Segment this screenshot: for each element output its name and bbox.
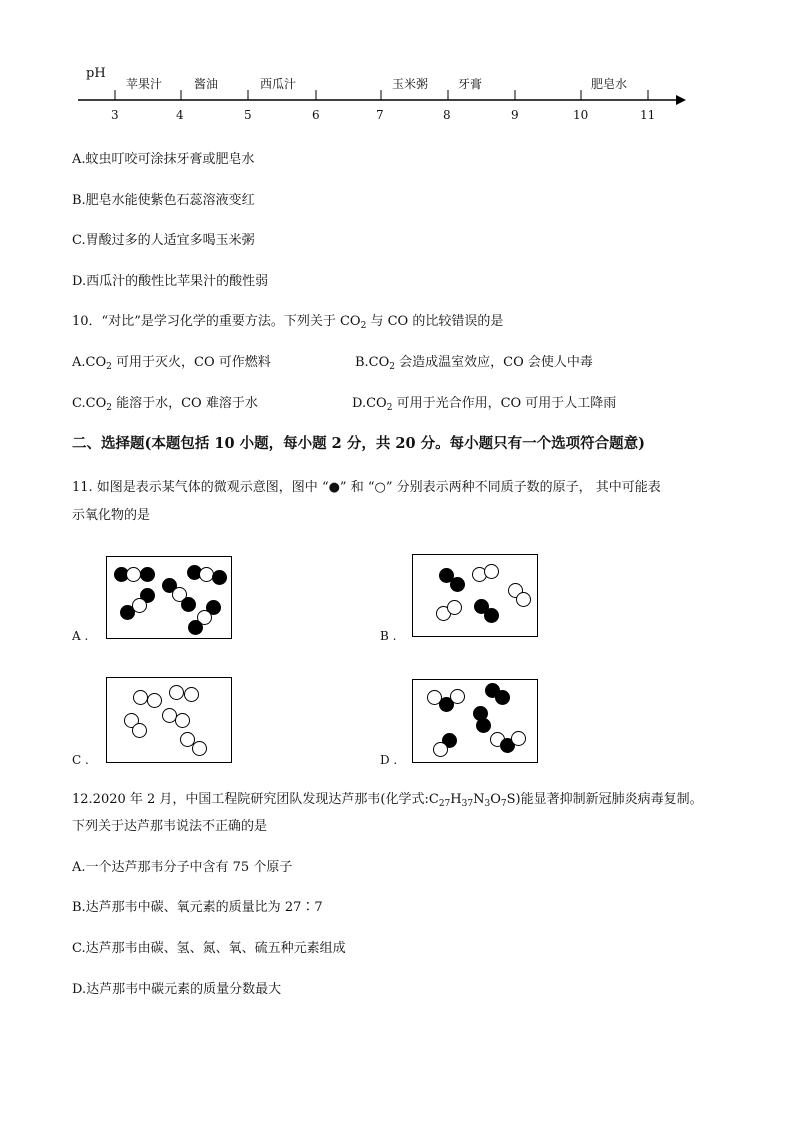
q12-stem-line2: 下列关于达芦那韦说法不正确的是 xyxy=(72,819,268,834)
ph-tick-4: 4 xyxy=(176,108,184,122)
ph-item-toothpaste: 牙膏 xyxy=(458,77,483,91)
ph-item-soapy-water: 肥皂水 xyxy=(591,77,628,91)
white-atom xyxy=(132,598,147,613)
q11-label-a: A . xyxy=(72,629,89,643)
q11-stem-line2: 示氧化物的是 xyxy=(72,508,151,523)
ph-tick-11: 11 xyxy=(640,108,656,122)
ph-axis-label: pH xyxy=(86,66,106,81)
white-atom xyxy=(450,689,465,704)
white-atom xyxy=(484,564,499,579)
ph-tick-9: 9 xyxy=(511,108,519,122)
ph-item-watermelon-juice: 西瓜汁 xyxy=(260,77,297,91)
white-atom xyxy=(184,687,199,702)
black-atom xyxy=(140,567,155,582)
q12-stem-line1: 12.2020 年 2 月，中国工程院研究团队发现达芦那韦(化学式$:C_{27}H_{37}N_3O_7S$)能显著抑制新冠肺炎病毒复制。 xyxy=(72,792,703,809)
black-atom xyxy=(188,620,203,635)
black-atom xyxy=(212,570,227,585)
black-atom xyxy=(181,597,196,612)
q10-stem: 10．“对比”是学习化学的重要方法。下列关于 $CO_2$ 与 CO 的比较错误的是 xyxy=(72,314,504,331)
white-atom xyxy=(133,690,148,705)
black-atom xyxy=(484,608,499,623)
ph-item-soy-sauce: 酱油 xyxy=(194,77,219,91)
white-atom xyxy=(147,693,162,708)
q10-option-b: $B.CO_2$ 会造成温室效应，CO 会使人中毒 xyxy=(355,355,593,372)
q11-label-d: D . xyxy=(380,753,398,767)
section-heading: 二、选择题(本题包括 10 小题，每小题 2 分，共 20 分。每小题只有一个选项符合题意) xyxy=(72,435,645,452)
q11-diagram-c xyxy=(106,677,232,763)
q9-option-a: A.蚊虫叮咬可涂抹牙膏或肥皂水 xyxy=(72,152,255,167)
ph-scale-axis xyxy=(70,60,700,130)
q10-option-a: $A.CO_2$ 可用于灭火，CO 可作燃料 xyxy=(72,355,271,372)
q9-option-d: D.西瓜汁的酸性比苹果汁的酸性弱 xyxy=(72,274,269,289)
q12-option-b: B.达芦那韦中碳、氧元素的质量比为 27∶7 xyxy=(72,900,323,915)
ph-tick-6: 6 xyxy=(312,108,320,122)
q9-option-c: C.胃酸过多的人适宜多喝玉米粥 xyxy=(72,233,255,248)
q11-label-c: C . xyxy=(72,753,89,767)
white-atom xyxy=(511,731,526,746)
q11-stem-line1: 11. 如图是表示某气体的微观示意图，图中 “●” 和 “○” 分别表示两种不同质子数的原子， 其中可能表 xyxy=(72,480,661,495)
q11-diagram-d xyxy=(412,679,538,763)
white-atom xyxy=(126,567,141,582)
q12-option-c: C.达芦那韦由碳、氢、氮、氧、硫五种元素组成 xyxy=(72,941,346,956)
ph-tick-10: 10 xyxy=(573,108,589,122)
white-atom xyxy=(175,713,190,728)
q11-diagram-b xyxy=(412,554,538,637)
ph-tick-3: 3 xyxy=(111,108,119,122)
q11-diagram-a xyxy=(106,556,232,639)
q11-label-b: B . xyxy=(380,629,397,643)
q10-option-d: $D.CO_2$ 可用于光合作用，CO 可用于人工降雨 xyxy=(352,396,617,413)
q9-option-b: B.肥皂水能使紫色石蕊溶液变红 xyxy=(72,193,255,208)
ph-item-corn-porridge: 玉米粥 xyxy=(392,77,429,91)
white-atom xyxy=(516,592,531,607)
q10-option-c: $C.CO_2$ 能溶于水，CO 难溶于水 xyxy=(72,396,258,413)
ph-tick-8: 8 xyxy=(443,108,451,122)
white-atom xyxy=(433,742,448,757)
white-atom xyxy=(132,723,147,738)
q12-option-d: D.达芦那韦中碳元素的质量分数最大 xyxy=(72,982,282,997)
ph-item-apple-juice: 苹果汁 xyxy=(126,77,163,91)
white-atom xyxy=(447,600,462,615)
ph-tick-7: 7 xyxy=(376,108,384,122)
ph-tick-5: 5 xyxy=(244,108,252,122)
ph-scale-figure xyxy=(70,60,700,130)
white-atom xyxy=(169,685,184,700)
q12-option-a: A.一个达芦那韦分子中含有 75 个原子 xyxy=(72,860,293,875)
black-atom xyxy=(495,690,510,705)
black-atom xyxy=(476,718,491,733)
white-atom xyxy=(192,741,207,756)
black-atom xyxy=(450,577,465,592)
